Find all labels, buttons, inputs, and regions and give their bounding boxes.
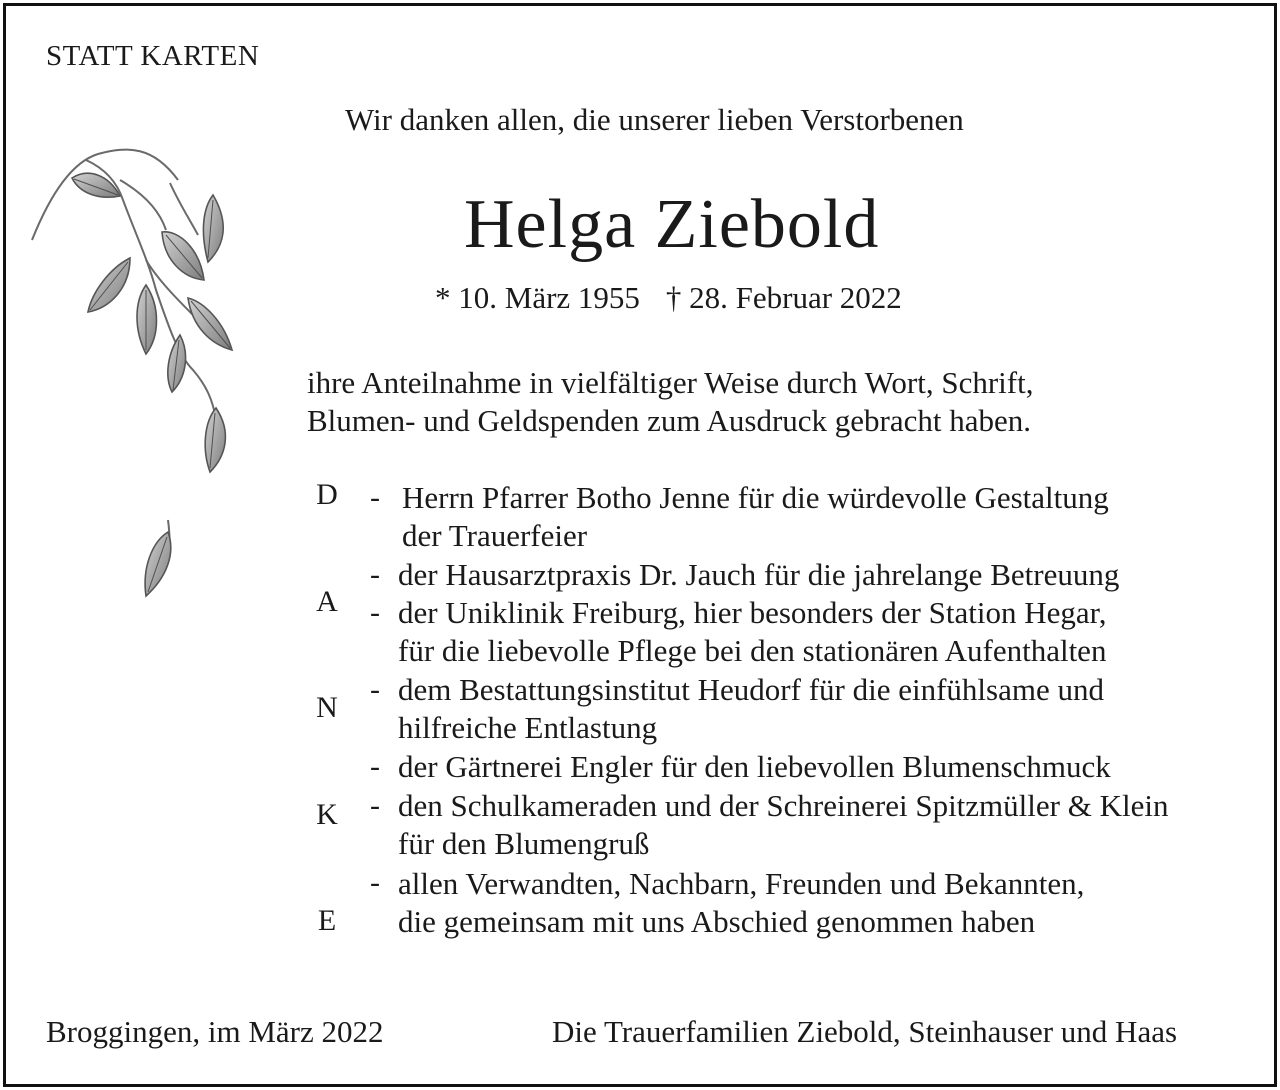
place-date: Broggingen, im März 2022 xyxy=(46,1014,384,1049)
list-item xyxy=(398,865,1084,941)
list-item-line: dem Bestattungsinstitut Heudorf für die einfühlsame und xyxy=(398,672,1104,707)
list-item-line: Herrn Pfarrer Botho Jenne für die würdevolle Gestaltung xyxy=(402,480,1109,515)
thanks-line: ihre Anteilnahme in vielfältiger Weise durch Wort, Schrift, xyxy=(307,365,1034,400)
leaf-branch-icon xyxy=(28,140,243,605)
statt-karten-label: STATT KARTEN xyxy=(46,40,260,72)
list-dash: - xyxy=(370,481,380,514)
list-item-line: hilfreiche Entlastung xyxy=(398,710,658,745)
list-item xyxy=(398,787,1168,863)
list-item-line: der Uniklinik Freiburg, hier besonders der Station Hegar, xyxy=(398,595,1107,630)
list-dash: - xyxy=(370,673,380,706)
list-dash: - xyxy=(370,596,380,629)
list-item-line: der Hausarztpraxis Dr. Jauch für die jahrelange Betreuung xyxy=(398,557,1120,592)
life-dates xyxy=(435,280,902,316)
danke-letter: D xyxy=(316,478,338,511)
list-item xyxy=(398,671,1104,747)
list-item xyxy=(402,479,1109,555)
list-item-line: den Schulkameraden und der Schreinerei Spitzmüller & Klein xyxy=(398,788,1169,823)
list-dash: - xyxy=(370,866,380,899)
thanks-paragraph xyxy=(307,364,1033,440)
list-item xyxy=(398,748,1111,786)
birth-date: * 10. März 1955 xyxy=(435,280,640,315)
list-item-line: der Trauerfeier xyxy=(402,518,588,553)
family-signature: Die Trauerfamilien Ziebold, Steinhauser und Haas xyxy=(552,1014,1178,1049)
list-dash: - xyxy=(370,750,380,783)
list-item-line: die gemeinsam mit uns Abschied genommen haben xyxy=(398,904,1036,939)
list-dash: - xyxy=(370,789,380,822)
list-item-line: der Gärtnerei Engler für den liebevollen Blumenschmuck xyxy=(398,749,1111,784)
danke-letter: K xyxy=(316,798,338,831)
danke-letter: A xyxy=(316,585,338,618)
danke-letter: E xyxy=(317,904,337,937)
deceased-name: Helga Ziebold xyxy=(464,186,880,263)
danke-letter: N xyxy=(316,691,338,724)
list-item xyxy=(398,594,1106,670)
list-dash: - xyxy=(370,558,380,591)
thanks-line: Blumen- und Geldspenden zum Ausdruck gebracht haben. xyxy=(307,403,1032,438)
list-item xyxy=(398,556,1119,594)
intro-text: Wir danken allen, die unserer lieben Verstorbenen xyxy=(345,102,964,137)
list-item-line: allen Verwandten, Nachbarn, Freunden und Bekannten, xyxy=(398,866,1085,901)
list-item-line: für die liebevolle Pflege bei den stationären Aufenthalten xyxy=(398,633,1107,668)
death-date: † 28. Februar 2022 xyxy=(665,280,902,315)
list-item-line: für den Blumengruß xyxy=(398,826,650,861)
